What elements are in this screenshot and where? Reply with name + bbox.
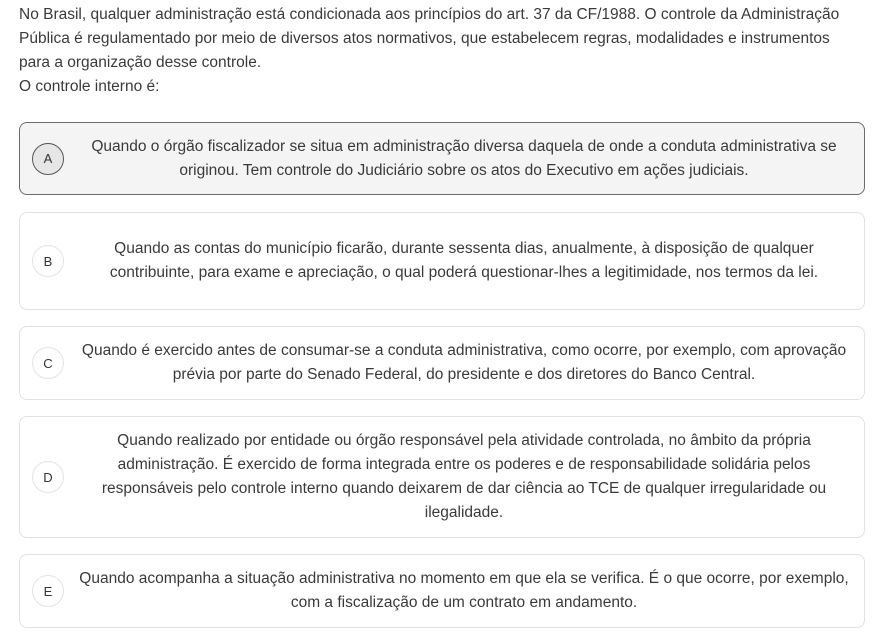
option-letter-d: D [32, 461, 64, 493]
option-e[interactable] [19, 554, 865, 628]
option-b[interactable] [19, 212, 865, 310]
option-d[interactable] [19, 416, 865, 538]
option-text-b: Quando as contas do município ficarão, durante sessenta dias, anualmente, à disposição de qualquer contribuinte, para exame e apreciação, o qual poderá questionar-lhes a legitimidade, nos termos da lei. [109, 240, 819, 281]
option-letter-e: E [32, 575, 64, 607]
option-text-c: Quando é exercido antes de consumar-se a conduta administrativa, como ocorre, por exemplo, com aprovação prévia por parte do Senado Federal, do presidente e dos diretores do Banco Central. [81, 342, 847, 383]
option-text-e: Quando acompanha a situação administrativa no momento em que ela se verifica. É o que ocorre, por exemplo, com a fiscalização de um contrato em andamento. [79, 570, 849, 611]
option-text-a: Quando o órgão fiscalizador se situa em administração diversa daquela de onde a conduta administrativa se originou. Tem controle do Judiciário sobre os atos do Executivo em ações judiciais. [91, 137, 837, 179]
option-letter-a: A [32, 143, 64, 175]
option-text-d: Quando realizado por entidade ou órgão responsável pela atividade controlada, no âmbito da própria administração. É exercido de forma integrada entre os poderes e de responsabilidade solidária pelos responsáveis pelo controle interno quando deixarem de dar ciência ao TCE de qualquer irregularidade ou ilegalidade. [101, 432, 827, 521]
question-context: No Brasil, qualquer administração está condicionada aos princípios do art. 37 da CF/1988. O controle da Administração Pública é regulamentado por meio de diversos atos normativos, que estabelecem regras, modalidades e instrumentos para a organização desse controle. [19, 6, 840, 71]
option-letter-c: C [32, 347, 64, 379]
option-letter-b: B [32, 245, 64, 277]
question-prompt: O controle interno é: [19, 78, 160, 95]
question-statement [19, 3, 864, 99]
option-a[interactable] [19, 122, 865, 195]
option-c[interactable] [19, 326, 865, 400]
